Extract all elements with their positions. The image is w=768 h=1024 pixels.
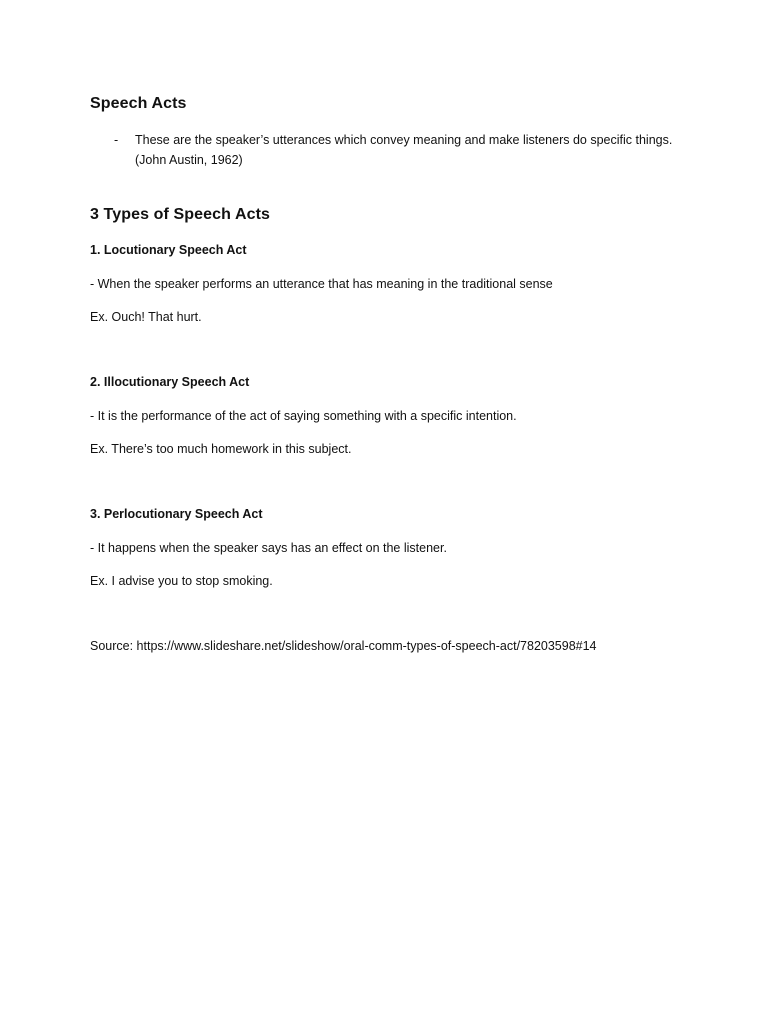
type-example: Ex. Ouch! That hurt. bbox=[90, 310, 202, 324]
type-title: 1. Locutionary Speech Act bbox=[90, 243, 247, 257]
intro-text-line1: These are the speaker’s utterances which convey meaning and make listeners do specific things. bbox=[135, 133, 673, 147]
type-title: 2. Illocutionary Speech Act bbox=[90, 375, 250, 389]
source-citation: Source: https://www.slideshare.net/slideshow/oral-comm-types-of-speech-act/78203598#14 bbox=[90, 639, 597, 653]
type-definition: - It happens when the speaker says has an effect on the listener. bbox=[90, 541, 447, 555]
type-title: 3. Perlocutionary Speech Act bbox=[90, 507, 263, 521]
type-example: Ex. There’s too much homework in this subject. bbox=[90, 442, 352, 456]
section-heading: 3 Types of Speech Acts bbox=[90, 206, 271, 223]
page-title: Speech Acts bbox=[90, 95, 187, 112]
type-example: Ex. I advise you to stop smoking. bbox=[90, 574, 273, 588]
type-definition: - When the speaker performs an utterance that has meaning in the traditional sense bbox=[90, 277, 553, 291]
type-definition: - It is the performance of the act of saying something with a specific intention. bbox=[90, 409, 517, 423]
intro-text-line2: (John Austin, 1962) bbox=[135, 153, 243, 167]
intro-bullet: - bbox=[114, 133, 119, 147]
